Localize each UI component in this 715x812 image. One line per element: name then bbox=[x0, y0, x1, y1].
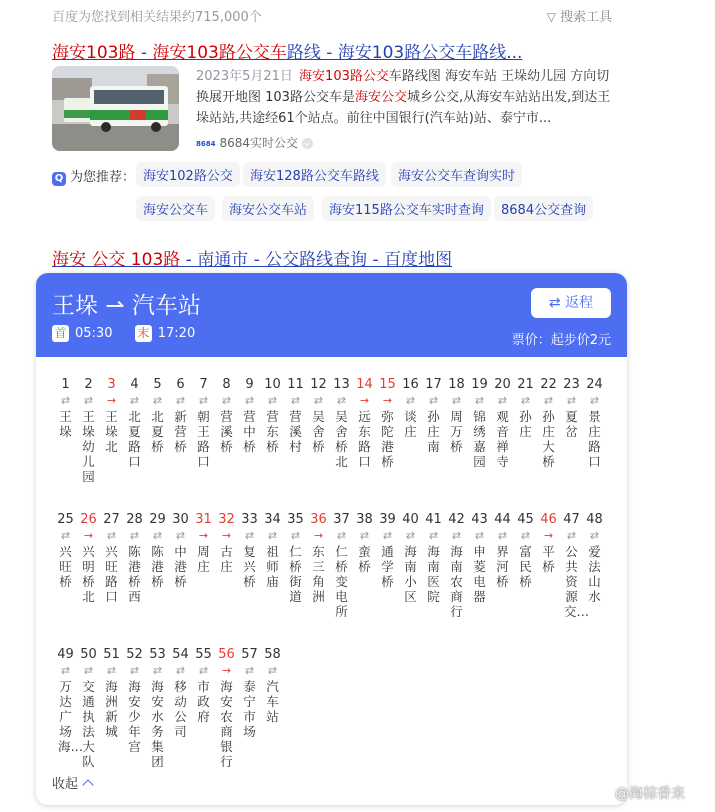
stop-name: 周万桥 bbox=[450, 409, 463, 454]
bus-stop[interactable] bbox=[399, 376, 422, 439]
two-way-arrow-icon: ⇄ bbox=[175, 664, 186, 677]
swap-icon: ⇄ bbox=[548, 295, 561, 311]
two-way-arrow-icon: ⇄ bbox=[474, 394, 485, 407]
stop-number: 55 bbox=[195, 647, 212, 662]
bus-route-card bbox=[36, 273, 627, 805]
two-way-arrow-icon: ⇄ bbox=[405, 394, 416, 407]
source-logo-icon: 8684 bbox=[196, 139, 216, 148]
return-trip-label: 返程 bbox=[565, 295, 594, 311]
service-times bbox=[52, 325, 195, 342]
stop-name: 观音禅寺 bbox=[496, 409, 509, 469]
stop-name: 中港桥 bbox=[174, 544, 187, 589]
stop-name: 陈港桥西 bbox=[128, 544, 141, 604]
bus-stop[interactable] bbox=[169, 646, 192, 739]
two-way-arrow-icon: ⇄ bbox=[175, 529, 186, 542]
bus-stop[interactable] bbox=[169, 376, 192, 454]
result1-date: 2023年5月21日 bbox=[196, 69, 293, 84]
result1-title-hl2: 海安103路公交车 bbox=[152, 43, 287, 63]
stop-name: 海安农商银行 bbox=[220, 679, 233, 769]
two-way-arrow-icon: ⇄ bbox=[589, 529, 600, 542]
collapse-button[interactable] bbox=[52, 773, 92, 792]
source-name: 8684实时公交 bbox=[219, 136, 299, 150]
result2-title-hl: 海安 公交 103路 bbox=[52, 250, 181, 270]
stop-name: 仁桥街道 bbox=[289, 544, 302, 604]
route-to: 汽车站 bbox=[131, 293, 201, 319]
bus-stop[interactable] bbox=[238, 376, 261, 454]
stop-name: 孙庄南 bbox=[427, 409, 440, 454]
two-way-arrow-icon: ⇄ bbox=[474, 529, 485, 542]
stop-number: 40 bbox=[402, 512, 419, 527]
bus-stop[interactable] bbox=[54, 511, 77, 589]
bus-stop[interactable] bbox=[560, 511, 590, 619]
recommend-chip[interactable]: 海安102路公交 bbox=[136, 162, 240, 187]
bus-stop[interactable] bbox=[261, 511, 284, 589]
bus-stop[interactable] bbox=[330, 511, 353, 619]
stop-number: 58 bbox=[264, 647, 281, 662]
two-way-arrow-icon: ⇄ bbox=[497, 529, 508, 542]
two-way-arrow-icon: ⇄ bbox=[60, 394, 71, 407]
recommend-chip[interactable]: 海安128路公交车路线 bbox=[243, 162, 386, 187]
two-way-arrow-icon: ⇄ bbox=[497, 394, 508, 407]
stop-name: 海洲新城 bbox=[105, 679, 118, 739]
stop-number: 36 bbox=[310, 512, 327, 527]
verified-icon bbox=[302, 138, 313, 149]
search-tools-button[interactable] bbox=[547, 6, 612, 25]
stop-number: 6 bbox=[176, 377, 185, 392]
bus-stop[interactable] bbox=[192, 646, 215, 724]
result-count: 百度为您找到相关结果约715,000个 bbox=[52, 10, 262, 25]
bus-stop[interactable] bbox=[238, 511, 261, 589]
stop-name: 谈庄 bbox=[404, 409, 417, 439]
result1-abs-hl2: 海安公交 bbox=[354, 90, 407, 105]
route-arrow-icon: ⇀ bbox=[105, 293, 125, 319]
stop-name: 交通执法大队 bbox=[82, 679, 95, 769]
stop-number: 57 bbox=[241, 647, 258, 662]
collapse-label: 收起 bbox=[52, 777, 79, 792]
bus-stop[interactable] bbox=[215, 376, 238, 454]
last-bus-time: 17:20 bbox=[157, 326, 196, 341]
result1-abs-1: 车路线图 海安车站 王垛幼儿园 方向切换展开地图 103路公交车是 bbox=[196, 69, 610, 105]
stop-name: 陈港桥 bbox=[151, 544, 164, 589]
two-way-arrow-icon: ⇄ bbox=[60, 664, 71, 677]
stop-name: 界河桥 bbox=[496, 544, 509, 589]
two-way-arrow-icon: ⇄ bbox=[244, 664, 255, 677]
fare-price: 票价：起步价2元 bbox=[511, 333, 611, 348]
bus-stop[interactable] bbox=[146, 511, 169, 589]
two-way-arrow-icon: ⇄ bbox=[221, 394, 232, 407]
stop-number: 22 bbox=[540, 377, 557, 392]
stop-name: 远东路口 bbox=[358, 409, 371, 469]
stop-name: 孙庄大桥 bbox=[542, 409, 555, 469]
bus-stop[interactable] bbox=[445, 376, 468, 454]
route-title bbox=[52, 287, 201, 320]
stop-number: 25 bbox=[57, 512, 74, 527]
stop-number: 53 bbox=[149, 647, 166, 662]
two-way-arrow-icon: ⇄ bbox=[405, 529, 416, 542]
stop-name: 祖师庙 bbox=[266, 544, 279, 589]
two-way-arrow-icon: ⇄ bbox=[129, 529, 140, 542]
stop-name: 平桥 bbox=[542, 544, 555, 574]
stop-number: 34 bbox=[264, 512, 281, 527]
stop-number: 33 bbox=[241, 512, 258, 527]
stop-name: 营中桥 bbox=[243, 409, 256, 454]
result1-thumbnail[interactable] bbox=[52, 66, 179, 151]
bus-stop[interactable] bbox=[77, 646, 100, 769]
watermark: @海棕香来 bbox=[615, 786, 685, 802]
two-way-arrow-icon: ⇄ bbox=[336, 529, 347, 542]
stop-name: 吴舍桥 bbox=[312, 409, 325, 454]
stop-name: 蛮桥 bbox=[358, 544, 371, 574]
result1-title-hl1: 海安103路 bbox=[52, 43, 136, 63]
two-way-arrow-icon: ⇄ bbox=[290, 394, 301, 407]
result1-source[interactable] bbox=[196, 134, 313, 151]
two-way-arrow-icon: ⇄ bbox=[267, 394, 278, 407]
stop-number: 14 bbox=[356, 377, 373, 392]
one-way-arrow-icon: → bbox=[359, 394, 370, 407]
stop-name: 新营桥 bbox=[174, 409, 187, 454]
stop-name: 周庄 bbox=[197, 544, 210, 574]
stop-name: 朝王路口 bbox=[197, 409, 210, 469]
stop-number: 15 bbox=[379, 377, 396, 392]
two-way-arrow-icon: ⇄ bbox=[152, 664, 163, 677]
stop-number: 4 bbox=[130, 377, 139, 392]
bus-stop[interactable] bbox=[284, 511, 307, 604]
two-way-arrow-icon: ⇄ bbox=[382, 529, 393, 542]
bus-stop[interactable] bbox=[192, 511, 215, 574]
stop-number: 50 bbox=[80, 647, 97, 662]
result1-abs-hl1: 海安103路公交 bbox=[299, 69, 389, 84]
stop-number: 39 bbox=[379, 512, 396, 527]
bus-stop[interactable] bbox=[583, 511, 606, 604]
stop-number: 19 bbox=[471, 377, 488, 392]
bus-stop[interactable] bbox=[54, 646, 84, 754]
bus-stop[interactable] bbox=[100, 511, 123, 604]
bus-stop[interactable] bbox=[215, 646, 238, 769]
stop-number: 52 bbox=[126, 647, 143, 662]
bus-stop[interactable] bbox=[100, 376, 123, 454]
bus-stop[interactable] bbox=[376, 376, 399, 469]
stop-name: 海安水务集团 bbox=[151, 679, 164, 769]
stop-number: 42 bbox=[448, 512, 465, 527]
two-way-arrow-icon: ⇄ bbox=[267, 664, 278, 677]
stop-name: 景庄路口 bbox=[588, 409, 601, 469]
two-way-arrow-icon: ⇄ bbox=[83, 664, 94, 677]
stop-number: 56 bbox=[218, 647, 235, 662]
stop-name: 汽车站 bbox=[266, 679, 279, 724]
stop-number: 35 bbox=[287, 512, 304, 527]
one-way-arrow-icon: → bbox=[313, 529, 324, 542]
stop-number: 47 bbox=[563, 512, 580, 527]
stop-name: 王垛 bbox=[59, 409, 72, 439]
one-way-arrow-icon: → bbox=[221, 529, 232, 542]
one-way-arrow-icon: → bbox=[198, 529, 209, 542]
stop-name: 吴舍桥北 bbox=[335, 409, 348, 469]
bus-stop[interactable] bbox=[192, 376, 215, 469]
stop-number: 45 bbox=[517, 512, 534, 527]
stop-number: 24 bbox=[586, 377, 603, 392]
stop-number: 12 bbox=[310, 377, 327, 392]
stop-name: 北夏桥 bbox=[151, 409, 164, 454]
stop-name: 富民桥 bbox=[519, 544, 532, 589]
one-way-arrow-icon: → bbox=[106, 394, 117, 407]
route-from: 王垛 bbox=[52, 293, 98, 319]
stop-number: 1 bbox=[61, 377, 70, 392]
bus-stop[interactable] bbox=[376, 511, 399, 589]
stop-number: 13 bbox=[333, 377, 350, 392]
stop-number: 29 bbox=[149, 512, 166, 527]
filter-icon: ▽ bbox=[546, 10, 556, 24]
one-way-arrow-icon: → bbox=[221, 664, 232, 677]
stop-number: 10 bbox=[264, 377, 281, 392]
result1-title-sep: - bbox=[135, 43, 153, 63]
two-way-arrow-icon: ⇄ bbox=[244, 529, 255, 542]
stop-name: 营溪村 bbox=[289, 409, 302, 454]
recommend-chip[interactable]: 海安115路公交车实时查询 bbox=[322, 196, 491, 221]
result2-title-link[interactable] bbox=[52, 245, 452, 270]
stop-name: 兴明桥北 bbox=[82, 544, 95, 604]
two-way-arrow-icon: ⇄ bbox=[290, 529, 301, 542]
two-way-arrow-icon: ⇄ bbox=[129, 664, 140, 677]
stop-name: 古庄 bbox=[220, 544, 233, 574]
stop-number: 18 bbox=[448, 377, 465, 392]
recommend-chip[interactable]: 8684公交查询 bbox=[494, 196, 593, 221]
two-way-arrow-icon: ⇄ bbox=[152, 394, 163, 407]
two-way-arrow-icon: ⇄ bbox=[451, 529, 462, 542]
stop-name: 夏岔 bbox=[565, 409, 578, 439]
two-way-arrow-icon: ⇄ bbox=[83, 394, 94, 407]
stop-number: 21 bbox=[517, 377, 534, 392]
result1-abstract bbox=[196, 66, 616, 129]
stop-number: 8 bbox=[222, 377, 231, 392]
bus-stop[interactable] bbox=[77, 511, 100, 604]
result1-abs-2: 城乡公交,从海安车站站出发,到达王垛站站,共途经61个站点。前往中国银行(汽车站)站、泰宁市... bbox=[196, 90, 611, 126]
bus-stop[interactable] bbox=[537, 376, 560, 469]
stop-number: 30 bbox=[172, 512, 189, 527]
recommend-label-group bbox=[52, 166, 135, 186]
stop-name: 营溪桥 bbox=[220, 409, 233, 454]
stop-number: 32 bbox=[218, 512, 235, 527]
stop-number: 2 bbox=[84, 377, 93, 392]
stop-number: 23 bbox=[563, 377, 580, 392]
stop-name: 公共资源交… bbox=[564, 544, 590, 619]
bus-stop[interactable] bbox=[514, 376, 537, 439]
bus-stop[interactable] bbox=[330, 376, 353, 469]
two-way-arrow-icon: ⇄ bbox=[129, 394, 140, 407]
bus-stop[interactable] bbox=[54, 376, 77, 439]
stop-name: 东三角洲 bbox=[312, 544, 325, 604]
stop-number: 9 bbox=[245, 377, 254, 392]
return-trip-button[interactable] bbox=[531, 288, 611, 318]
two-way-arrow-icon: ⇄ bbox=[451, 394, 462, 407]
bus-stop[interactable] bbox=[123, 376, 146, 469]
stop-name: 锦绣嘉园 bbox=[473, 409, 486, 469]
two-way-arrow-icon: ⇄ bbox=[106, 664, 117, 677]
stop-number: 54 bbox=[172, 647, 189, 662]
stop-name: 弥陀港桥 bbox=[381, 409, 394, 469]
stop-name: 通学桥 bbox=[381, 544, 394, 589]
bus-stop[interactable] bbox=[307, 511, 330, 604]
result-count-bar bbox=[52, 6, 612, 26]
stop-number: 5 bbox=[153, 377, 162, 392]
first-bus-time: 05:30 bbox=[75, 326, 113, 341]
stop-number: 48 bbox=[586, 512, 603, 527]
stop-name: 泰宁市场 bbox=[243, 679, 256, 739]
bus-stop[interactable] bbox=[422, 376, 445, 454]
bus-stop[interactable] bbox=[445, 511, 468, 619]
bus-stop[interactable] bbox=[146, 646, 169, 769]
stop-number: 27 bbox=[103, 512, 120, 527]
result1-title-link[interactable] bbox=[52, 38, 522, 63]
bus-stop[interactable] bbox=[353, 511, 376, 574]
result2-title-rest: - 南通市 - 公交路线查询 - 百度地图 bbox=[180, 250, 453, 270]
bus-stop[interactable] bbox=[583, 376, 606, 469]
two-way-arrow-icon: ⇄ bbox=[428, 529, 439, 542]
result1-title-rest: 路线 - 海安103路公交车路线... bbox=[286, 43, 523, 63]
two-way-arrow-icon: ⇄ bbox=[566, 394, 577, 407]
bus-stop[interactable] bbox=[422, 511, 445, 604]
two-way-arrow-icon: ⇄ bbox=[152, 529, 163, 542]
two-way-arrow-icon: ⇄ bbox=[175, 394, 186, 407]
bus-stop[interactable] bbox=[77, 376, 100, 484]
stop-number: 41 bbox=[425, 512, 442, 527]
stop-number: 20 bbox=[494, 377, 511, 392]
last-bus-tag: 末 bbox=[135, 325, 152, 342]
two-way-arrow-icon: ⇄ bbox=[336, 394, 347, 407]
stop-number: 44 bbox=[494, 512, 511, 527]
two-way-arrow-icon: ⇄ bbox=[520, 529, 531, 542]
stop-number: 28 bbox=[126, 512, 143, 527]
two-way-arrow-icon: ⇄ bbox=[428, 394, 439, 407]
stop-number: 31 bbox=[195, 512, 212, 527]
stop-number: 17 bbox=[425, 377, 442, 392]
stop-name: 兴旺桥 bbox=[59, 544, 72, 589]
stop-name: 海安少年宫 bbox=[128, 679, 141, 754]
stop-name: 申菱电器 bbox=[473, 544, 486, 604]
two-way-arrow-icon: ⇄ bbox=[543, 394, 554, 407]
one-way-arrow-icon: → bbox=[543, 529, 554, 542]
two-way-arrow-icon: ⇄ bbox=[106, 529, 117, 542]
two-way-arrow-icon: ⇄ bbox=[313, 394, 324, 407]
stop-name: 移动公司 bbox=[174, 679, 187, 739]
one-way-arrow-icon: → bbox=[83, 529, 94, 542]
search-tools-label: 搜索工具 bbox=[559, 10, 612, 25]
bus-stop[interactable] bbox=[123, 646, 146, 754]
bus-stop[interactable] bbox=[514, 511, 537, 589]
bus-stop[interactable] bbox=[468, 511, 491, 604]
stop-number: 26 bbox=[80, 512, 97, 527]
stop-name: 海南小区 bbox=[404, 544, 417, 604]
stop-name: 仁桥变电所 bbox=[335, 544, 348, 619]
stop-name: 万达广场海… bbox=[58, 679, 84, 754]
stop-name: 王垛北 bbox=[105, 409, 118, 454]
two-way-arrow-icon: ⇄ bbox=[198, 664, 209, 677]
two-way-arrow-icon: ⇄ bbox=[520, 394, 531, 407]
first-bus-tag: 首 bbox=[52, 325, 69, 342]
recommend-chip[interactable]: 海安公交车 bbox=[136, 196, 215, 221]
stop-name: 营东桥 bbox=[266, 409, 279, 454]
stop-number: 51 bbox=[103, 647, 120, 662]
bus-stop[interactable] bbox=[100, 646, 123, 739]
two-way-arrow-icon: ⇄ bbox=[359, 529, 370, 542]
bus-stop[interactable] bbox=[123, 511, 146, 604]
bus-stop[interactable] bbox=[307, 376, 330, 454]
two-way-arrow-icon: ⇄ bbox=[244, 394, 255, 407]
recommend-chip[interactable]: 海安公交车查询实时 bbox=[391, 162, 522, 187]
chevron-up-icon bbox=[82, 779, 93, 790]
stop-number: 38 bbox=[356, 512, 373, 527]
bus-stop[interactable] bbox=[560, 376, 583, 439]
recommend-chip[interactable]: 海安公交车站 bbox=[222, 196, 314, 221]
bus-stop[interactable] bbox=[238, 646, 261, 739]
bus-stop[interactable] bbox=[169, 511, 192, 589]
stop-number: 7 bbox=[199, 377, 208, 392]
bus-stop[interactable] bbox=[468, 376, 491, 469]
stop-name: 复兴桥 bbox=[243, 544, 256, 589]
stop-name: 海南医院 bbox=[427, 544, 440, 604]
two-way-arrow-icon: ⇄ bbox=[267, 529, 278, 542]
stop-name: 兴旺路口 bbox=[105, 544, 118, 604]
bus-stop[interactable] bbox=[353, 376, 376, 469]
stop-name: 北夏路口 bbox=[128, 409, 141, 469]
bus-stop[interactable] bbox=[146, 376, 169, 454]
stop-number: 37 bbox=[333, 512, 350, 527]
two-way-arrow-icon: ⇄ bbox=[60, 529, 71, 542]
stop-name: 孙庄 bbox=[519, 409, 532, 439]
stop-number: 43 bbox=[471, 512, 488, 527]
recommend-search-icon: Q bbox=[52, 172, 66, 186]
bus-stop[interactable] bbox=[491, 511, 514, 589]
stop-number: 46 bbox=[540, 512, 557, 527]
recommend-label: 为您推荐： bbox=[70, 170, 136, 185]
stop-number: 49 bbox=[57, 647, 74, 662]
bus-stop[interactable] bbox=[284, 376, 307, 454]
two-way-arrow-icon: ⇄ bbox=[589, 394, 600, 407]
route-header bbox=[36, 273, 627, 357]
bus-stop[interactable] bbox=[537, 511, 560, 574]
two-way-arrow-icon: ⇄ bbox=[198, 394, 209, 407]
stop-name: 市政府 bbox=[197, 679, 210, 724]
bus-stop[interactable] bbox=[491, 376, 514, 469]
stop-number: 3 bbox=[107, 377, 116, 392]
stop-number: 11 bbox=[287, 377, 304, 392]
bus-stop[interactable] bbox=[215, 511, 238, 574]
bus-stop[interactable] bbox=[261, 376, 284, 454]
stop-name: 海南农商行 bbox=[450, 544, 463, 619]
bus-stop[interactable] bbox=[399, 511, 422, 604]
stop-name: 爱法山水 bbox=[588, 544, 601, 604]
stop-name: 王垛幼儿园 bbox=[82, 409, 95, 484]
stop-number: 16 bbox=[402, 377, 419, 392]
two-way-arrow-icon: ⇄ bbox=[566, 529, 577, 542]
bus-stop[interactable] bbox=[261, 646, 284, 724]
one-way-arrow-icon: → bbox=[382, 394, 393, 407]
